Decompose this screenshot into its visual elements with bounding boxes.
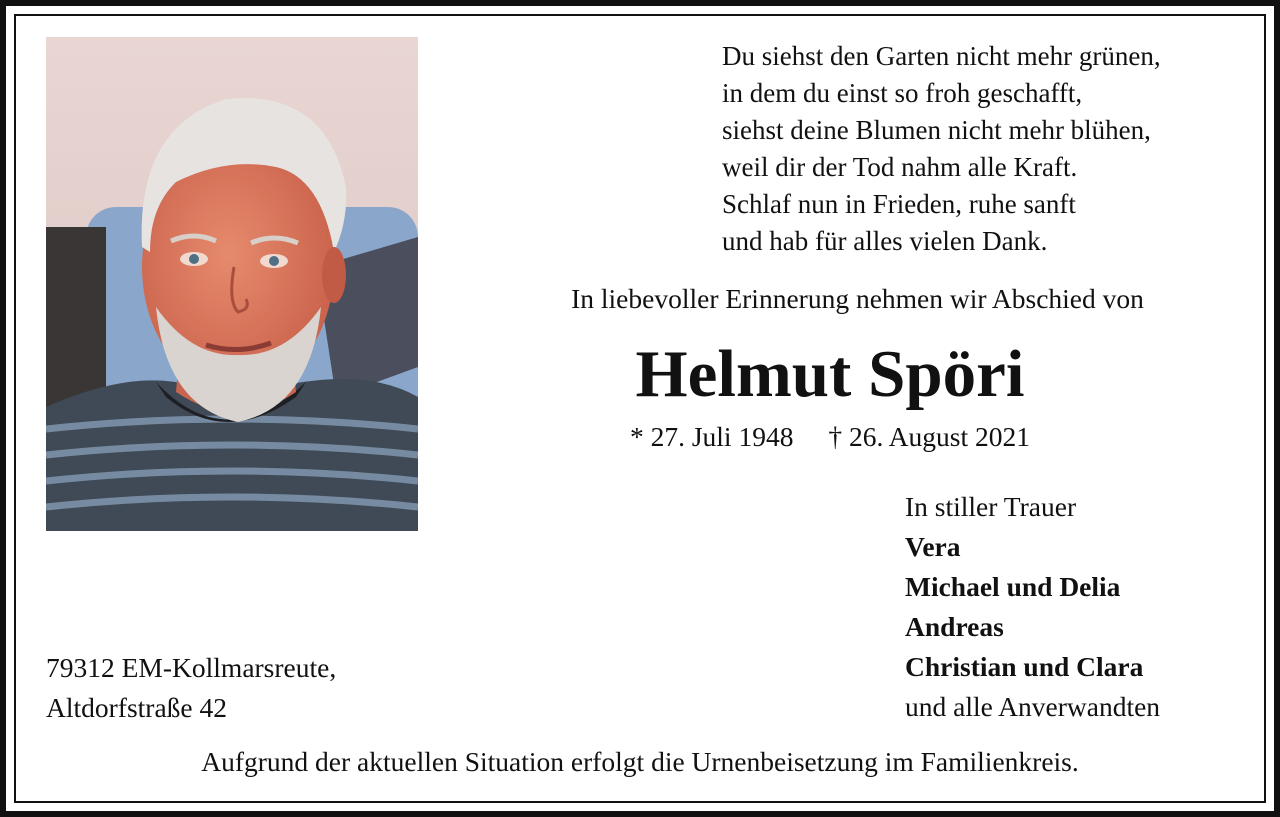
poem-line: weil dir der Tod nahm alle Kraft.	[722, 152, 1078, 182]
mourners-block	[905, 487, 1265, 727]
address-line-2: Altdorfstraße 42	[46, 692, 227, 723]
poem-line: Schlaf nun in Frieden, ruhe sanft	[722, 189, 1076, 219]
poem-line: und hab für alles vielen Dank.	[722, 226, 1048, 256]
birth-date: * 27. Juli 1948	[629, 421, 794, 452]
intro-text: In liebevoller Erinnerung nehmen wir Abschied von	[571, 283, 1144, 314]
mourners-heading: In stiller Trauer	[905, 491, 1077, 522]
portrait-photo	[46, 37, 418, 531]
mourner-name: Andreas	[905, 611, 1004, 642]
mourners-closing: und alle Anverwandten	[905, 691, 1161, 722]
footer-notice: Aufgrund der aktuellen Situation erfolgt die Urnenbeisetzung im Familienkreis.	[201, 746, 1079, 777]
poem-line: siehst deine Blumen nicht mehr blühen,	[722, 115, 1151, 145]
deceased-name: Helmut Spöri	[635, 337, 1025, 411]
death-date: † 26. August 2021	[828, 421, 1031, 452]
poem	[722, 38, 1252, 260]
mourner-name: Vera	[905, 531, 961, 562]
poem-line: in dem du einst so froh geschafft,	[722, 78, 1083, 108]
address-block	[46, 648, 546, 728]
mourner-name: Christian und Clara	[905, 651, 1144, 682]
mourner-name: Michael und Delia	[905, 571, 1121, 602]
address-line-1: 79312 EM-Kollmarsreute,	[46, 652, 337, 683]
life-dates	[440, 419, 1220, 455]
poem-line: Du siehst den Garten nicht mehr grünen,	[722, 41, 1161, 71]
